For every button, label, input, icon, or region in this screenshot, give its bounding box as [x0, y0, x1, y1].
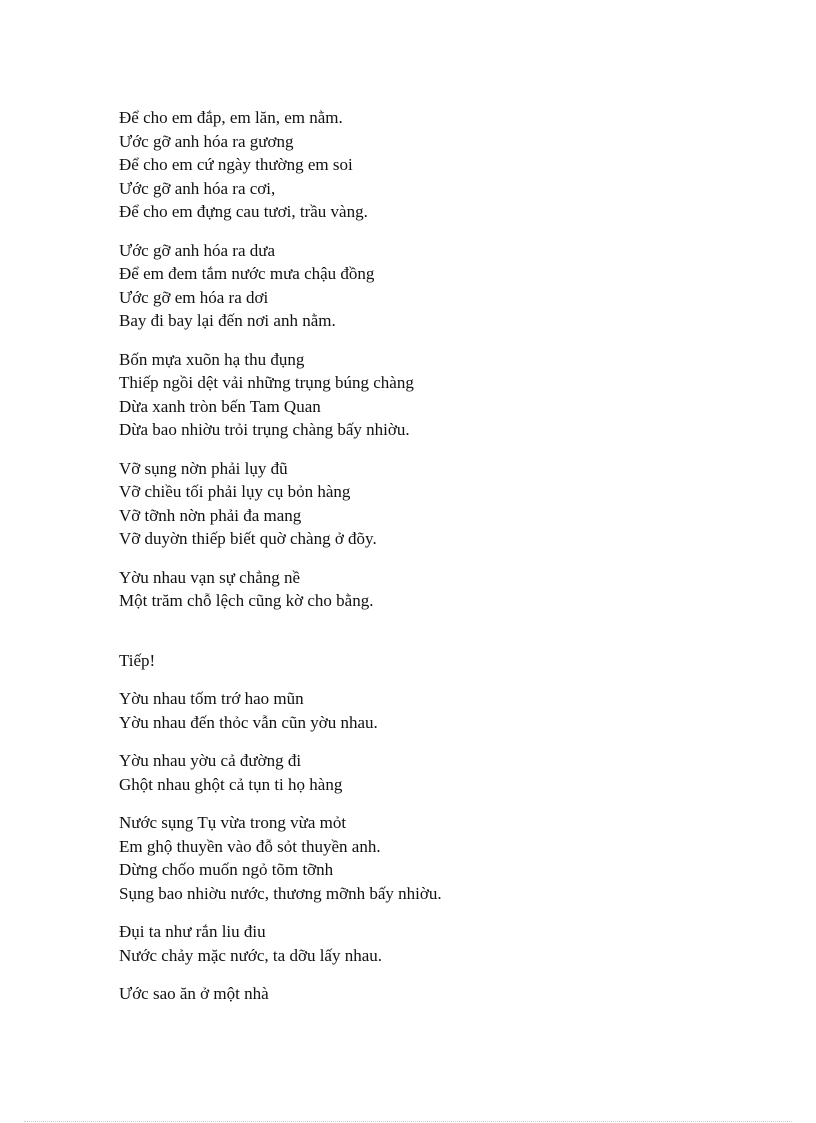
- poem-stanza: [119, 920, 719, 967]
- poem-line: Thiếp ngồi dệt vải những trụng búng chàng: [119, 373, 414, 392]
- poem-stanza: [119, 566, 719, 613]
- page-bottom-divider: [24, 1121, 792, 1122]
- poem-line: Nước chảy mặc nước, ta dỡu lấy nhau.: [119, 945, 383, 965]
- stanza-gap: [119, 967, 719, 982]
- poem-line: Một trăm chỗ lệch cũng kờ cho bằng.: [119, 591, 374, 610]
- poem-line: Vỡ tỡnh nờn phải đa mang: [119, 505, 302, 525]
- poem-line: Đụi ta như rắn liu điu: [119, 922, 266, 941]
- poem-line: Sụng bao nhiờu nước, thương mỡnh bấy nhiờu.: [119, 883, 442, 903]
- poem-line: Dừa xanh tròn bến Tam Quan: [119, 396, 321, 416]
- poem-line: Bốn mựa xuõn hạ thu đụng: [119, 349, 305, 369]
- poem-line: Nước sụng Tụ vừa trong vừa mỏt: [119, 813, 347, 832]
- stanza-gap: [119, 734, 719, 749]
- poem-line: Ước gỡ anh hóa ra dưa: [119, 240, 276, 260]
- poem-line: Vỡ sụng nờn phải lụy đũ: [119, 458, 288, 478]
- poem-line: Để cho em đựng cau tươi, trầu vàng.: [119, 202, 368, 221]
- poem-line: Dừng chốo muốn ngỏ tõm tỡnh: [119, 860, 334, 879]
- poem-line: Bay đi bay lại đến nơi anh nằm.: [119, 311, 336, 330]
- poem-stanza: [119, 457, 719, 551]
- poem-line: Ước gỡ anh hóa ra gương: [119, 131, 294, 151]
- poem-line: Ước gỡ em hóa ra dơi: [119, 287, 269, 307]
- stanza-gap: [119, 333, 719, 348]
- stanza-gap: [119, 905, 719, 920]
- poem-line: Yờu nhau đến thỏc vẫn cũn yờu nhau.: [119, 712, 378, 732]
- poem-line: Em ghộ thuyền vào đỗ sỏt thuyền anh.: [119, 836, 381, 856]
- poem-line: Để cho em cứ ngày thường em soi: [119, 155, 353, 174]
- poem-stanza: [119, 749, 719, 796]
- poem-line: Ước sao ăn ở một nhà: [119, 984, 269, 1003]
- poem-stanza: [119, 687, 719, 734]
- poem-line: Ước gỡ anh hóa ra cơi,: [119, 178, 276, 198]
- stanza-gap: [119, 224, 719, 239]
- poem-line: Vỡ chiều tối phải lụy cụ bỏn hàng: [119, 482, 351, 501]
- poem-stanza: [119, 106, 719, 224]
- poem-stanza: [119, 982, 719, 1006]
- stanza-gap: [119, 613, 719, 649]
- poem-stanza: [119, 649, 719, 673]
- poem-line: Để cho em đắp, em lăn, em nằm.: [119, 108, 343, 127]
- poem-stanza: [119, 348, 719, 442]
- stanza-gap: [119, 796, 719, 811]
- poem-stanza: [119, 811, 719, 905]
- poem-body: [119, 106, 719, 1006]
- poem-line: Vỡ duyờn thiếp biết quờ chàng ở đõy.: [119, 529, 377, 548]
- poem-line: Yờu nhau vạn sự chẳng nề: [119, 567, 301, 587]
- poem-line: Yờu nhau tốm trớ hao mũn: [119, 689, 304, 708]
- poem-line: Dừa bao nhiờu trỏi trụng chàng bấy nhiờu.: [119, 420, 410, 439]
- stanza-gap: [119, 442, 719, 457]
- poem-line: Tiếp!: [119, 650, 156, 670]
- poem-stanza: [119, 239, 719, 333]
- poem-line: Ghột nhau ghột cả tụn ti họ hàng: [119, 774, 343, 794]
- poem-line: Yờu nhau yờu cả đường đi: [119, 751, 302, 770]
- poem-line: Để em đem tắm nước mưa chậu đồng: [119, 264, 375, 283]
- stanza-gap: [119, 551, 719, 566]
- stanza-gap: [119, 672, 719, 687]
